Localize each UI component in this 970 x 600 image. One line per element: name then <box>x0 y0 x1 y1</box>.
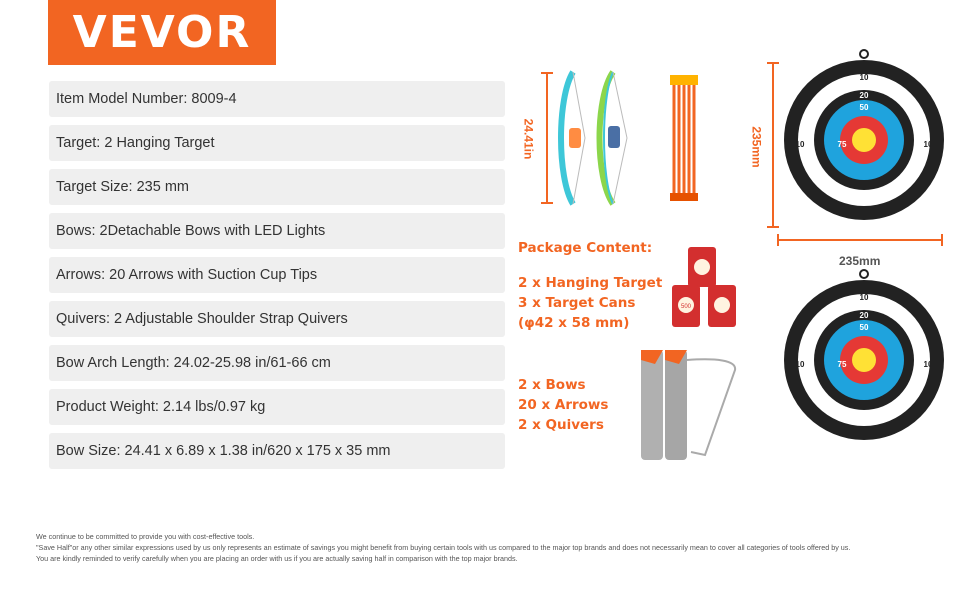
spec-bow-arch-length: Bow Arch Length: 24.02-25.98 in/61-66 cm <box>49 345 505 381</box>
quivers-illustration <box>635 340 745 465</box>
disclaimer-footer <box>36 531 951 564</box>
package-item-arrows: 20 x Arrows <box>518 397 609 413</box>
spec-model-number: Item Model Number: 8009-4 <box>49 81 505 117</box>
hanging-target-1 <box>780 50 948 220</box>
target-1-label-left: 10 <box>795 140 805 149</box>
arrows-illustration <box>668 75 700 205</box>
target-2-label-left: 10 <box>795 360 805 369</box>
target-2-label-right: 10 <box>923 360 933 369</box>
spec-arrows: Arrows: 20 Arrows with Suction Cup Tips <box>49 257 505 293</box>
spec-target-size: Target Size: 235 mm <box>49 169 505 205</box>
target-1-label-mid: 20 <box>859 91 869 100</box>
package-item-bows: 2 x Bows <box>518 377 586 393</box>
target-dimension-cap-top <box>767 62 779 64</box>
hanging-target-2 <box>780 270 948 440</box>
package-group-1 <box>518 273 662 333</box>
bows-illustration <box>555 68 655 208</box>
bow-dimension-cap-bottom <box>541 202 553 204</box>
spec-product-weight: Product Weight: 2.14 lbs/0.97 kg <box>49 389 505 425</box>
target-dimension-cap-bottom <box>767 226 779 228</box>
target-1-label-inner: 50 <box>859 103 869 112</box>
package-item-quivers: 2 x Quivers <box>518 417 604 433</box>
target-width-label: 235mm <box>839 254 881 268</box>
disclaimer-line-1: We continue to be committed to provide you with cost-effective tools. <box>36 532 255 541</box>
target-2-label-center: 75 <box>837 360 847 369</box>
package-group-2 <box>518 375 608 435</box>
package-item-cans: 3 x Target Cans <box>518 295 636 311</box>
target-2-label-outer: 10 <box>859 293 869 302</box>
package-item-targets: 2 x Hanging Target <box>518 275 663 291</box>
spec-bows: Bows: 2Detachable Bows with LED Lights <box>49 213 505 249</box>
target-cans-illustration <box>670 245 745 330</box>
target-2-label-bottom: 20 <box>859 409 869 418</box>
target-dimension-vertical-line <box>772 62 774 228</box>
target-dimension-horizontal-line <box>777 239 943 241</box>
target-dimension-cap-left <box>777 234 779 246</box>
target-2-label-mid: 20 <box>859 311 869 320</box>
can-label: 500 <box>680 304 692 310</box>
target-height-label: 235mm <box>749 126 764 168</box>
target-dimension-cap-right <box>941 234 943 246</box>
disclaimer-line-2: "Save Half"or any other similar expressions used by us only represents an estimate of savings you might benefit from buying certain tools with us compared to the major top brands and does not necessarily mean to cover all categories of tools offered by us. <box>36 543 851 552</box>
bow-height-label: 24.41in <box>521 118 536 160</box>
package-title: Package Content: <box>518 240 653 256</box>
spec-bow-size: Bow Size: 24.41 x 6.89 x 1.38 in/620 x 175 x 35 mm <box>49 433 505 469</box>
target-2-label-inner: 50 <box>859 323 869 332</box>
disclaimer-line-3: You are kindly reminded to verify carefully when you are placing an order with us if you are actually saving half in comparison with the top major brands. <box>36 554 518 563</box>
package-item-can-size: (φ42 x 58 mm) <box>518 315 630 331</box>
target-1-label-center: 75 <box>837 140 847 149</box>
bow-dimension-cap-top <box>541 72 553 74</box>
spec-list <box>49 81 505 477</box>
spec-quivers: Quivers: 2 Adjustable Shoulder Strap Quivers <box>49 301 505 337</box>
brand-logo: VEVOR <box>48 0 276 65</box>
target-1-label-right: 10 <box>923 140 933 149</box>
target-1-label-outer: 10 <box>859 73 869 82</box>
bow-dimension-line <box>546 72 548 204</box>
target-1-label-bottom: 20 <box>859 189 869 198</box>
spec-target: Target: 2 Hanging Target <box>49 125 505 161</box>
